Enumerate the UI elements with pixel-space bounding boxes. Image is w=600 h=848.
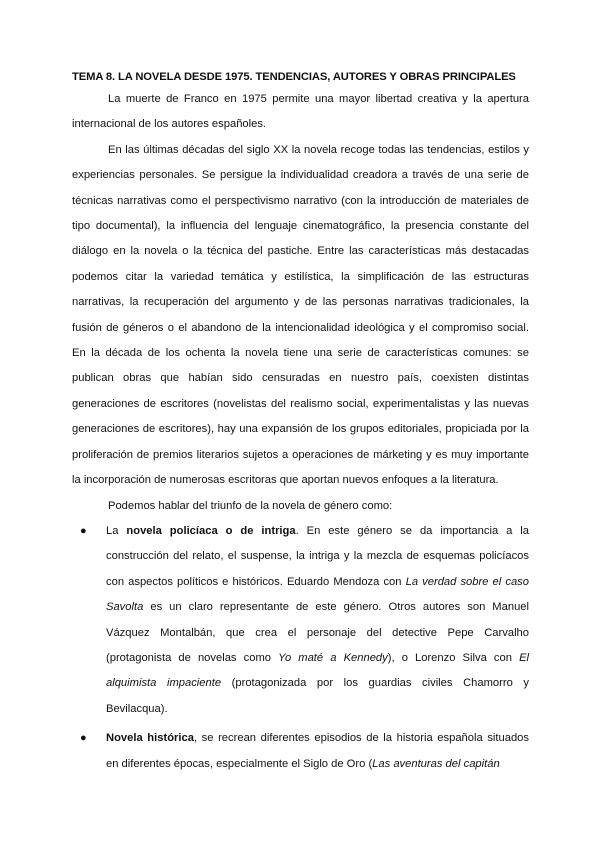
item-bold-term: Novela histórica (106, 732, 194, 745)
item-bold-term: novela policíaca o de intriga (126, 524, 296, 537)
paragraph-intro: La muerte de Franco en 1975 permite una mayor libertad creativa y la apertura internacional de los autores españoles. (72, 93, 529, 131)
book-title: La verdad sobre el caso Savolta (106, 575, 529, 614)
item-text: es un claro representante de este género. Otros autores son Manuel Vázquez Montalbán, que crea el personaje del detective Pepe Carvalho (protagonista de novelas como (106, 601, 529, 664)
list-item-detective-novel (72, 519, 529, 722)
paragraph-genre-intro: Podemos hablar del triunfo de la novela de género como: (108, 499, 393, 512)
book-title: Las aventuras del capitán (372, 757, 500, 770)
bullet-icon: ● (80, 732, 87, 745)
book-title: Yo maté a Kennedy (278, 651, 388, 664)
item-lead: La (106, 524, 127, 537)
item-text: , se recrean diferentes episodios de la historia española situados en diferentes épocas, especialmente el Siglo de Oro ( (106, 732, 529, 770)
genre-list (72, 519, 529, 777)
item-text: ), o Lorenzo Silva con (387, 651, 520, 664)
list-item-historical-novel (72, 726, 529, 777)
document-title: TEMA 8. LA NOVELA DESDE 1975. TENDENCIAS, AUTORES Y OBRAS PRINCIPALES (72, 71, 516, 83)
item-text: (protagonizada por los guardias civiles Chamorro y Bevilacqua). (106, 677, 529, 715)
paragraph-characteristics: En las últimas décadas del siglo XX la novela recoge todas las tendencias, estilos y experiencias personales. Se persigue la individualidad creadora a través de una serie de técnicas narrativas como el perspectivismo narrativo (con la introducción de materiales de tipo documental), la influencia del lenguaje cinematográfico, la presencia constante del diálogo en la novela o la técnica del pastiche. Entre las características más destacadas podemos citar la variedad temática y estilística, la simplificación de las estructuras narrativas, la recuperación del argumento y de las personas narrativas tradicionales, la fusión de géneros o el abandono de la intencionalidad ideológica y el compromiso social. En la década de los ochenta la novela tiene una serie de características comunes: se publican obras que habían sido censuradas en nuestro país, coexisten distintas generaciones de escritores (novelistas del realismo social, experimentalistas y las nuevas generaciones de escritores), hay una expansión de los grupos editoriales, propiciada por la proliferación de premios literarios sujetos a operaciones de márketing y es muy importante la incorporación de numerosas escritoras que aportan nuevos enfoques a la literatura. (72, 143, 529, 487)
book-title: El alquimista impaciente (106, 651, 530, 690)
bullet-icon: ● (80, 524, 87, 537)
item-text: . En este género se da importancia a la construcción del relato, el suspense, la intriga y la mezcla de esquemas policíacos con aspectos políticos e históricos. Eduardo Mendoza con (106, 524, 529, 588)
